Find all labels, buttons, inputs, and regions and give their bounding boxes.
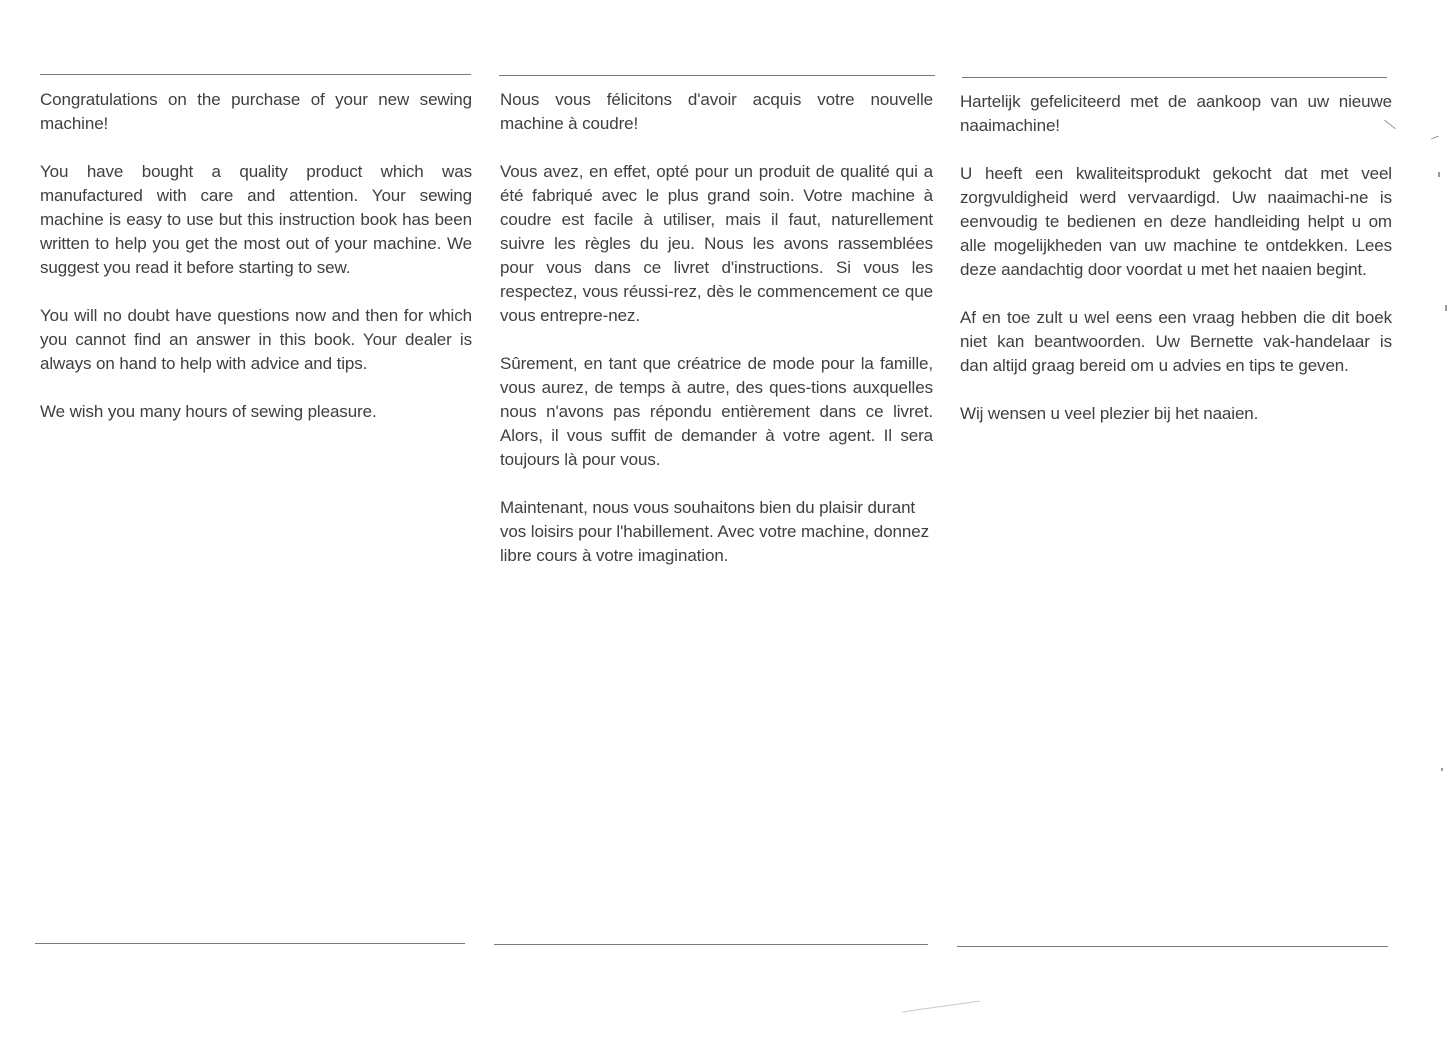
scan-artifact bbox=[1441, 768, 1443, 771]
scan-artifact bbox=[1431, 136, 1439, 140]
english-paragraph: You will no doubt have questions now and then for which you cannot find an answer in this book. Your dealer is always on hand to help with advice and tips. bbox=[40, 306, 472, 373]
bottom-rule-french bbox=[494, 944, 928, 945]
bottom-rule-english bbox=[35, 943, 465, 944]
bottom-rule-dutch bbox=[957, 946, 1388, 947]
french-paragraph: Sûrement, en tant que créatrice de mode pour la famille, vous aurez, de temps à autre, des ques-tions auxquelles nous n'avons pas répondu entièrement dans ce livret. Alors, il vous suffit de demander à votre agent. Il sera toujours là pour vous. bbox=[500, 354, 933, 469]
english-paragraph: We wish you many hours of sewing pleasure. bbox=[40, 402, 377, 421]
english-column bbox=[40, 88, 472, 448]
french-paragraph: Maintenant, nous vous souhaitons bien du plaisir durant vos loisirs pour l'habillement. Avec votre machine, donnez libre cours à votre imagination. bbox=[500, 498, 929, 565]
french-column bbox=[500, 88, 933, 592]
english-paragraph: You have bought a quality product which was manufactured with care and attention. Your sewing machine is easy to use but this instruction book has been written to help you get the most out of your machine. We suggest you read it before starting to sew. bbox=[40, 162, 472, 277]
scan-artifact bbox=[1438, 172, 1440, 177]
french-paragraph: Vous avez, en effet, opté pour un produit de qualité qui a été fabriqué avec le plus grand soin. Votre machine à coudre est facile à utiliser, mais il faut, naturellement suivre les règles du jeu. Nous les avons rassemblées pour vous dans ce livret d'instructions. Si vous les respectez, vous réussi-rez, dès le commencement ce que vous entrepre-nez. bbox=[500, 162, 933, 325]
dutch-paragraph: Wij wensen u veel plezier bij het naaien. bbox=[960, 404, 1259, 423]
dutch-paragraph: Hartelijk gefeliciteerd met de aankoop van uw nieuwe naaimachine! bbox=[960, 92, 1392, 135]
dutch-column bbox=[960, 90, 1392, 450]
scan-artifact bbox=[902, 1001, 979, 1013]
top-rule-english bbox=[40, 74, 471, 75]
dutch-paragraph: U heeft een kwaliteitsprodukt gekocht dat met veel zorgvuldigheid werd vervaardigd. Uw naaimachi-ne is eenvoudig te bedienen en deze handleiding helpt u om alle mogelijkheden van uw machine te ontdekken. Lees deze aandachtig door voordat u met het naaien begint. bbox=[960, 164, 1392, 279]
top-rule-dutch bbox=[962, 77, 1387, 78]
french-paragraph: Nous vous félicitons d'avoir acquis votre nouvelle machine à coudre! bbox=[500, 90, 933, 133]
dutch-paragraph: Af en toe zult u wel eens een vraag hebben die dit boek niet kan beantwoorden. Uw Bernette vak-handelaar is dan altijd graag bereid om u advies en tips te geven. bbox=[960, 308, 1392, 375]
top-rule-french bbox=[499, 75, 935, 76]
scan-artifact bbox=[1445, 305, 1447, 311]
english-paragraph: Congratulations on the purchase of your new sewing machine! bbox=[40, 90, 472, 133]
